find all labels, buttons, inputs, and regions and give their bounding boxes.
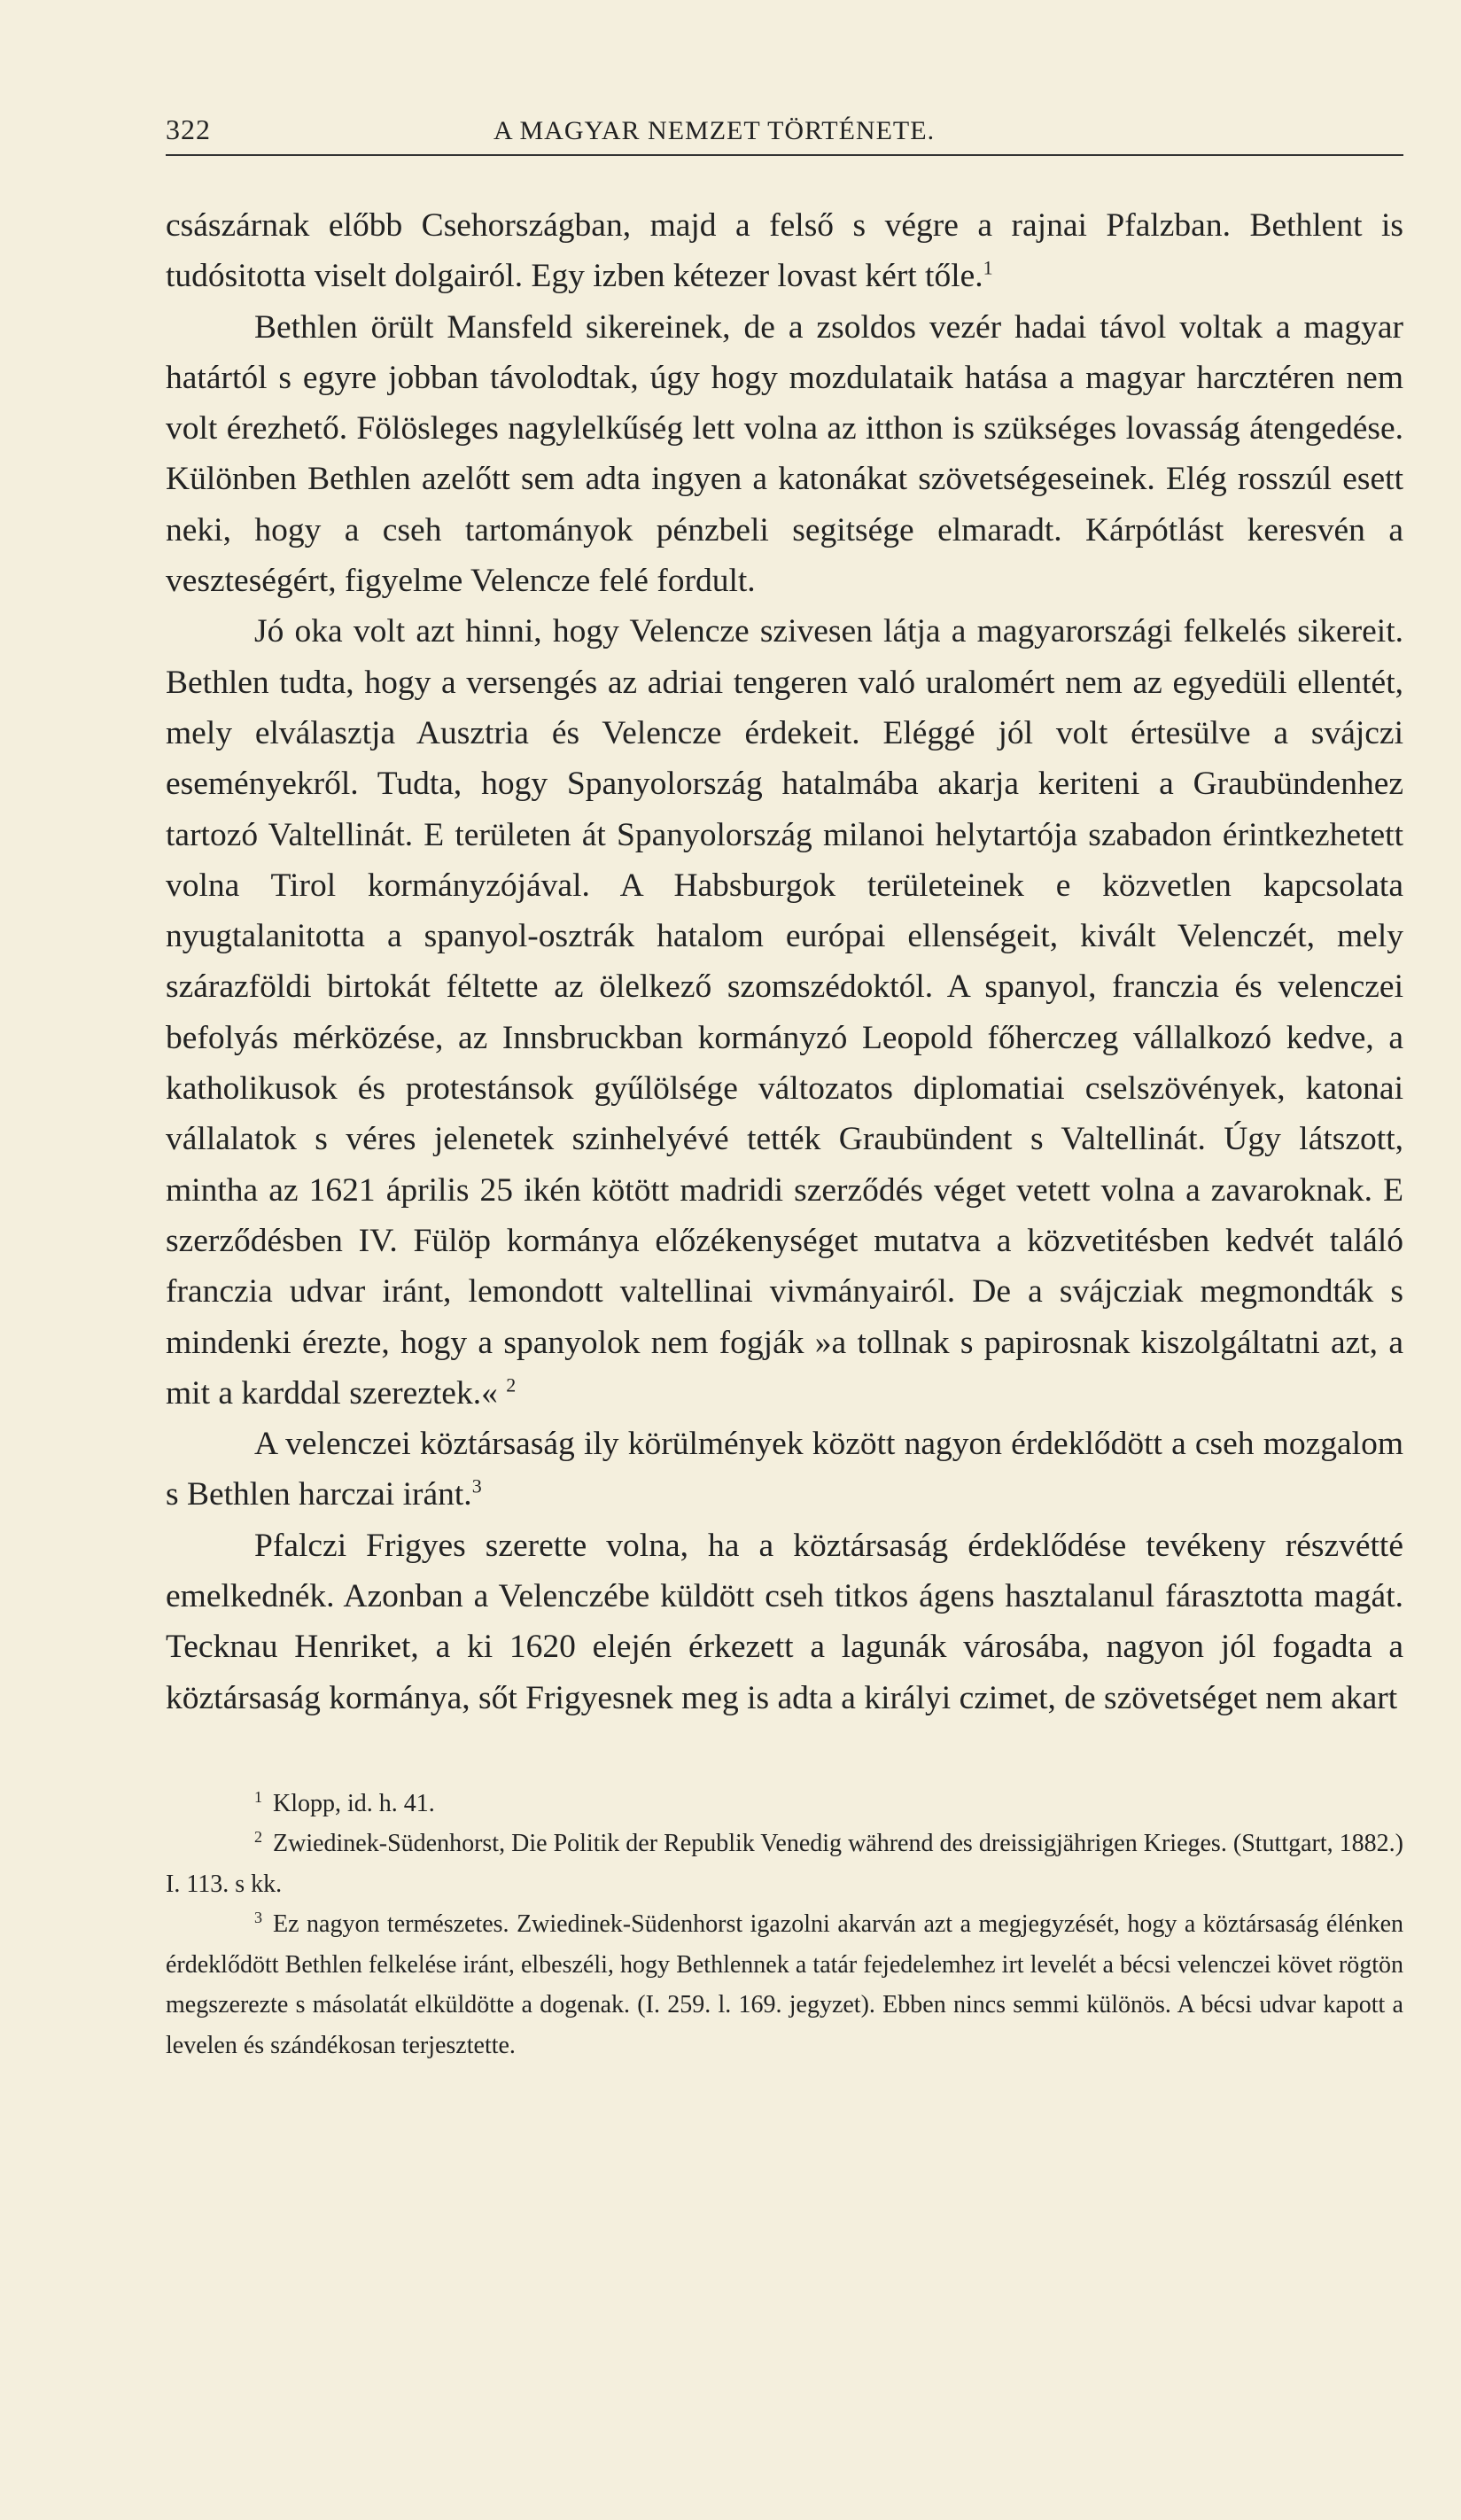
footnotes (166, 1784, 1403, 2066)
page-header (166, 113, 1403, 156)
footnote-reference: 1 (983, 256, 993, 279)
paragraph: Bethlen örült Mansfeld sikereinek, de a zsoldos vezér hadai távol voltak a magyar határtól s egyre jobban távolodtak, úgy hogy mozdulataik hatása a magyar harcztéren nem volt érezhető. Fölösleges nagylelkűség lett volna az itthon is szükséges lovasság átengedése. Különben Bethlen azelőtt sem adta ingyen a katonákat szövetségeseinek. Elég rosszúl esett neki, hogy a cseh tartományok pénzbeli segitsége elmaradt. Kárpótlást keresvén a veszteségért, figyelme Velencze felé fordult. (166, 308, 1403, 600)
footnote-mark: 2 (254, 1828, 262, 1847)
body-text (166, 200, 1403, 1723)
page-number: 322 (166, 113, 211, 145)
book-page (166, 113, 1403, 2065)
footnote-reference: 2 (506, 1373, 517, 1396)
footnote: $^2$ Zwiedinek-Südenhorst, Die Politik der Republik Venedig während des dreissigjährigen Krieges. (Stuttgart, 1882.) I. 113. s kk. (166, 1828, 1403, 1898)
footnote: $^3$ Ez nagyon természetes. Zwiedinek-Südenhorst igazolni akarván azt a megjegyzését, hogy a köztársaság élénken érdeklődött Bethlen felkelése iránt, elbeszéli, hogy Bethlennek a tatár fejedelemhez irt levelét a bécsi velenczei követ rögtön megszerezte s másolatát elküldötte a dogenak. (I. 259. l. 169. jegyzet). Ebben nincs semmi különös. A bécsi udvar kapott a levelen és szándékosan terjesztette. (166, 1909, 1403, 2059)
paragraph: Pfalczi Frigyes szerette volna, ha a köztársaság érdeklődése tevékeny részvétté emelkednék. Azonban a Velenczébe küldött cseh titkos ágens hasztalanul fárasztotta magát. Tecknau Henriket, a ki 1620 elején érkezett a lagunák városába, nagyon jól fogadta a köztársaság kormánya, sőt Frigyesnek meg is adta a királyi czimet, de szövetséget nem akart (166, 1527, 1403, 1716)
paragraph: A velenczei köztársaság ily körülmények között nagyon érdeklődött a cseh mozgalom s Bethlen harczai iránt.$^3$ (166, 1426, 1403, 1513)
footnote: $^1$ Klopp, id. h. 41. (254, 1787, 435, 1817)
running-title: A MAGYAR NEMZET TÖRTÉNETE. (493, 116, 936, 145)
paragraph: császárnak előbb Csehországban, majd a felső s végre a rajnai Pfalzban. Bethlent is tudósitotta viselt dolgairól. Egy izben kétezer lovast kért tőle.$^1$ (166, 207, 1403, 295)
paragraph: Jó oka volt azt hinni, hogy Velencze szivesen látja a magyarországi felkelés sikereit. Bethlen tudta, hogy a versengés az adriai tengeren való uralomért nem az egyedüli ellentét, mely elválasztja Ausztria és Velencze érdekeit. Eléggé jól volt értesülve a svájczi eseményekről. Tudta, hogy Spanyolország hatalmába akarja keriteni a Graubündenhez tartozó Valtellinát. E területen át Spanyolország milanoi helytartója szabadon érintkezhetett volna Tirol kormányzójával. A Habsburgok területeinek e közvetlen kapcsolata nyugtalanitotta a spanyol-osztrák hatalom európai ellenségeit, kivált Velenczét, mely szárazföldi birtokát féltette az ölelkező szomszédoktól. A spanyol, franczia és velenczei befolyás mérközése, az Innsbruckban kormányzó Leopold főherczeg vállalkozó kedve, a katholikusok és protestánsok gyűlölsége változatos diplomatiai cselszövények, katonai vállalatok s véres jelenetek szinhelyévé tették Graubündent s Valtellinát. Úgy látszott, mintha az 1621 április 25 ikén kötött madridi szerződés véget vetett volna a zavaroknak. E szerződésben IV. Fülöp kormánya előzékenységet mutatva a közvetitésben kedvét találó franczia udvar iránt, lemondott valtellinai vivmányairól. De a svájcziak megmondták s mindenki érezte, hogy a spanyolok nem fogják »a tollnak s papirosnak kiszolgáltatni azt, a mit a karddal szereztek.« $^2$ (166, 613, 1403, 1412)
footnote-mark: 3 (254, 1909, 262, 1927)
footnote-reference: 3 (471, 1474, 482, 1497)
footnote-mark: 1 (254, 1787, 262, 1806)
